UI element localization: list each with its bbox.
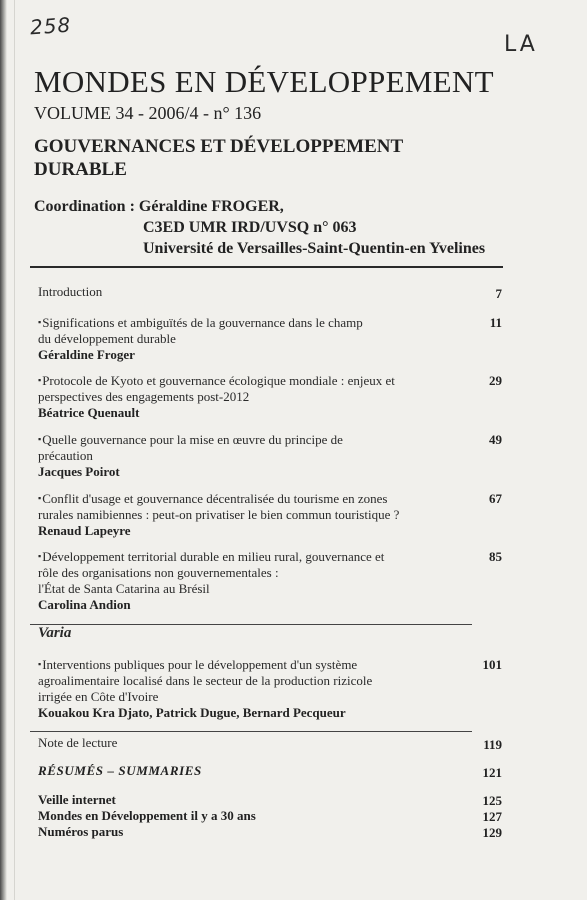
- toc-page-number: 125: [482, 793, 502, 808]
- page-binding-shadow: [0, 0, 7, 900]
- toc-entry-veille-internet[interactable]: Veille internet: [38, 792, 116, 807]
- toc-entry-title: ▪Quelle gouvernance pour la mise en œuvre du principe de précaution: [38, 432, 343, 463]
- toc-entry-article[interactable]: [38, 548, 418, 613]
- toc-page-number: 29: [489, 373, 502, 388]
- toc-entry-title: ▪Interventions publiques pour le développement d'un système agroalimentaire localisé dans le secteur de la production rizicole irrigée en Côte d'Ivoire: [38, 657, 373, 704]
- toc-entry-title: ▪Développement territorial durable en milieu rural, gouvernance et rôle des organisations non gouvernementales : l'État de Santa Catarina au Brésil: [38, 549, 385, 596]
- toc-entry-article[interactable]: [38, 490, 418, 539]
- toc-entry-author: Renaud Lapeyre: [38, 523, 131, 538]
- toc-entry-author: Géraldine Froger: [38, 347, 135, 362]
- bullet-icon: ▪: [38, 551, 42, 561]
- toc-page-number: 119: [483, 737, 502, 752]
- bullet-icon: ▪: [38, 434, 42, 444]
- toc-entry-author: Jacques Poirot: [38, 464, 120, 479]
- volume-line: VOLUME 34 - 2006/4 - n° 136: [34, 103, 262, 123]
- coordinator-name: Géraldine FROGER,: [138, 198, 284, 215]
- note-divider: [30, 731, 472, 732]
- toc-entry-resumes[interactable]: RÉSUMÉS – SUMMARIES: [38, 763, 202, 778]
- toc-entry-author: Béatrice Quenault: [38, 405, 140, 420]
- toc-page-number: 7: [495, 286, 502, 301]
- coordination-label: Coordination :: [34, 198, 135, 215]
- toc-page-number: 101: [482, 657, 502, 672]
- bullet-icon: ▪: [38, 317, 42, 327]
- toc-page-number: 67: [489, 491, 502, 506]
- toc-entry-numeros-parus[interactable]: Numéros parus: [38, 824, 124, 839]
- affiliation-lab: C3ED UMR IRD/UVSQ n° 063: [143, 219, 357, 236]
- toc-entry-title: Note de lecture: [38, 735, 118, 750]
- toc-entry-title: Introduction: [38, 284, 103, 299]
- toc-page-number: 129: [482, 825, 502, 840]
- toc-entry-note-de-lecture[interactable]: [38, 735, 418, 751]
- affiliation-university: Université de Versailles-Saint-Quentin-en Yvelines: [143, 240, 486, 257]
- toc-entry-title: ▪Protocole de Kyoto et gouvernance écologique mondiale : enjeux et perspectives des engagements post-2012: [38, 373, 395, 404]
- issue-title: GOUVERNANCES ET DÉVELOPPEMENT DURABLE: [34, 136, 403, 180]
- toc-entry-article[interactable]: [38, 431, 418, 480]
- toc-page-number: 11: [489, 315, 502, 330]
- toc-page-number: 85: [489, 549, 502, 564]
- toc-page-number: 49: [489, 432, 502, 447]
- handwritten-page-number: 258: [29, 12, 72, 40]
- header-divider: [30, 266, 503, 268]
- varia-heading: Varia: [38, 625, 72, 641]
- toc-entry-varia-article[interactable]: [38, 656, 418, 721]
- journal-title: MONDES EN DÉVELOPPEMENT: [34, 64, 494, 99]
- toc-entry-article[interactable]: [38, 372, 418, 421]
- toc-entry-title: ▪Conflit d'usage et gouvernance décentralisée du tourisme en zones rurales namibiennes : peut-on privatiser le bien commun touristique ?: [38, 491, 400, 522]
- toc-entry-article[interactable]: [38, 314, 418, 363]
- bullet-icon: ▪: [38, 493, 42, 503]
- toc-entry-author: Carolina Andion: [38, 597, 131, 612]
- toc-entry-mondes-30-ans[interactable]: Mondes en Développement il y a 30 ans: [38, 808, 256, 823]
- toc-page-number: 127: [482, 809, 502, 824]
- toc-entry-author: Kouakou Kra Djato, Patrick Dugue, Bernard Pecqueur: [38, 705, 346, 720]
- page-fold-line: [14, 0, 15, 900]
- toc-page-number: 121: [482, 765, 502, 780]
- coordination-block: [34, 196, 486, 257]
- toc-entry-introduction[interactable]: [38, 284, 418, 300]
- handwritten-initials: LA: [504, 32, 538, 57]
- bullet-icon: ▪: [38, 659, 42, 669]
- bullet-icon: ▪: [38, 375, 42, 385]
- varia-divider: [30, 624, 472, 625]
- toc-entry-title: ▪Significations et ambiguïtés de la gouvernance dans le champ du développement durable: [38, 315, 363, 346]
